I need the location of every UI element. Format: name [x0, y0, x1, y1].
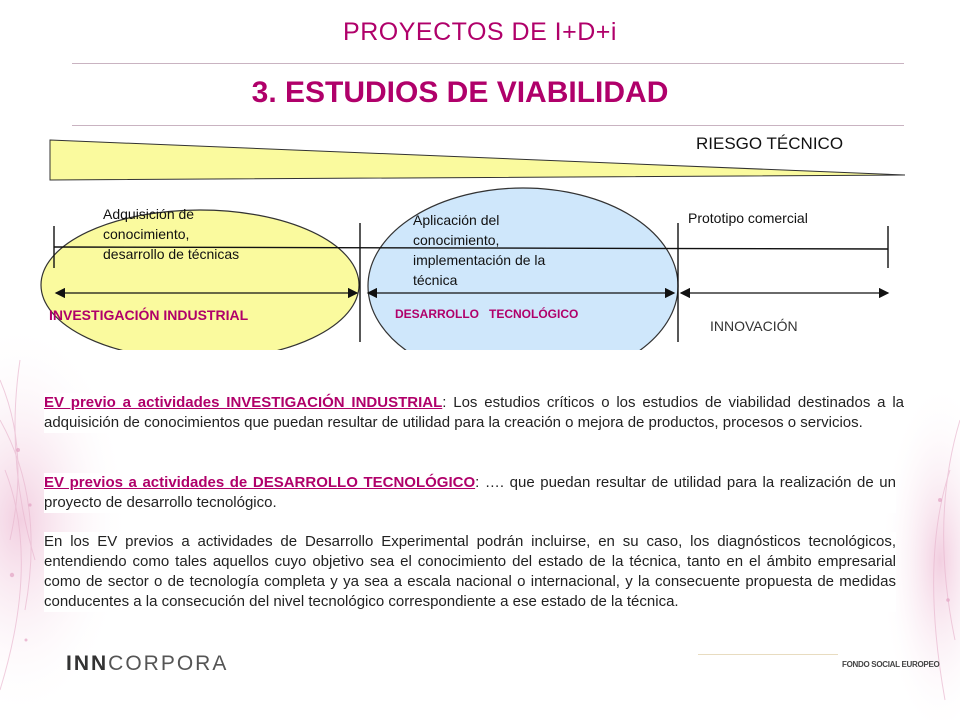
paragraph-diagnosticos: [44, 532, 896, 612]
logo-bold-part: INN: [66, 652, 109, 675]
phase2-desc-line: conocimiento,: [413, 232, 500, 248]
phase3-desc-line: Prototipo comercial: [688, 210, 808, 226]
footer-line: [698, 654, 838, 655]
phase1-desc-line: conocimiento,: [103, 226, 190, 242]
paragraph-lead: EV previos a actividades de DESARROLLO TECNOLÓGICO: [44, 474, 476, 491]
phase1-desc-line: Adquisición de: [103, 206, 195, 222]
paragraph-body: …. que puedan resultar de utilidad para la realización de un proyecto de desarrollo tecnológico.: [44, 474, 896, 511]
phase1-name: INVESTIGACIÓN INDUSTRIAL: [49, 307, 249, 323]
phase2-desc-line: implementación de la: [413, 252, 546, 268]
paragraph-lead: EV previo a actividades INVESTIGACIÓN INDUSTRIAL: [44, 394, 443, 411]
paragraph-investigacion: [44, 393, 904, 433]
phase2-description: [413, 210, 623, 290]
paragraph-body: En los EV previos a actividades de Desarrollo Experimental podrán incluirse, en su caso, los diagnósticos tecnológicos, entendiendo como tales aquellos cuyo objetivo sea el conocimiento del estado de la técnica, tanto en el ámbito empresarial como de sector o de tecnología completa y ya sea a escala nacional o internacional, y la consecuente propuesta de medidas conducentes a la consecución del nivel tecnológico correspondiente a ese estado de la técnica.: [44, 533, 896, 610]
logo-rest-part: CORPORA: [108, 652, 229, 675]
paragraph-sep: :: [442, 394, 454, 411]
phase3-name: INNOVACIÓN: [710, 318, 798, 334]
fse-logo-label: FONDO SOCIAL EUROPEO: [842, 660, 940, 669]
phase3-description: [688, 208, 868, 228]
phase2-desc-line: técnica: [413, 272, 458, 288]
paragraph-desarrollo: [44, 473, 896, 513]
phase1-description: [103, 204, 303, 264]
paragraph-sep: :: [475, 474, 485, 491]
paragraph-body: Los estudios críticos o los estudios de viabilidad destinados a la adquisición de conocimientos que puedan resultar de utilidad para la creación o mejora de productos, procesos o servicios.: [44, 394, 904, 431]
risk-label: RIESGO TÉCNICO: [696, 134, 844, 153]
section-title: 3. ESTUDIOS DE VIABILIDAD: [251, 76, 669, 109]
phase1-desc-line: desarrollo de técnicas: [103, 246, 240, 262]
section-divider: [72, 125, 904, 126]
page-header-title: PROYECTOS DE I+D+i: [343, 18, 617, 46]
inncorpora-logo: [66, 652, 228, 676]
phase2-name: DESARROLLO TECNOLÓGICO: [395, 307, 579, 321]
phase2-desc-line: Aplicación del: [413, 212, 500, 228]
top-divider: [72, 63, 904, 64]
